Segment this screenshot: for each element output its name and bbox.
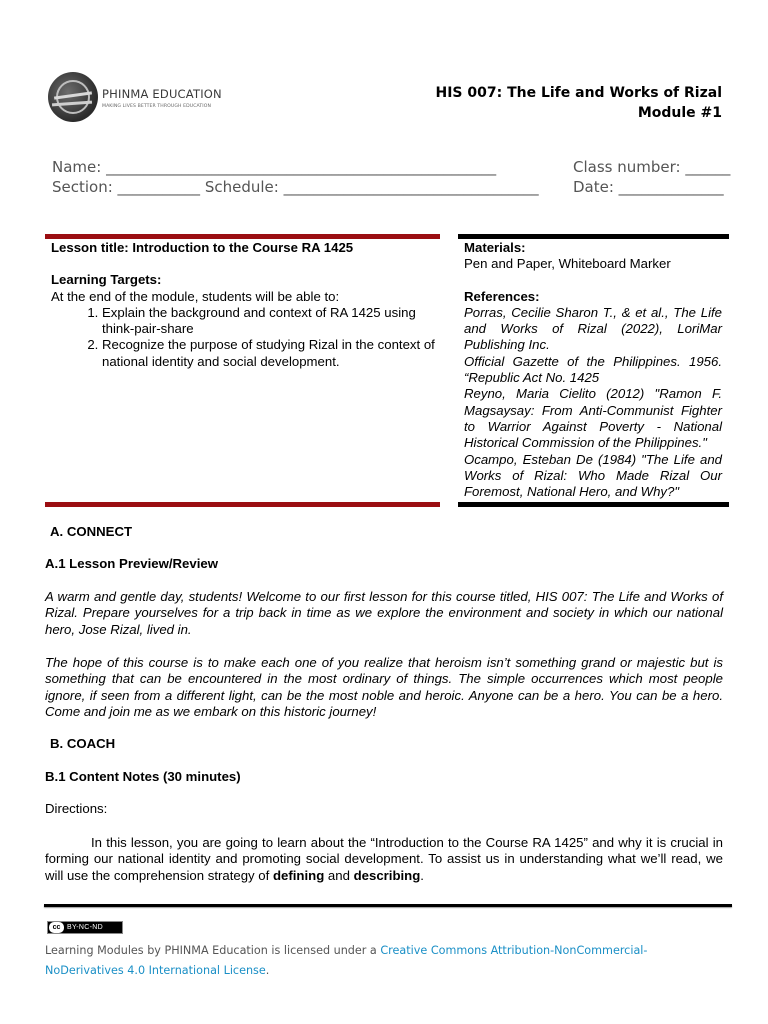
list-item: 2. Recognize the purpose of studying Rizal in the context of national identity and social development.	[102, 337, 436, 370]
footer-rule	[44, 904, 732, 907]
creative-commons-icon: cc	[49, 922, 64, 933]
coach-paragraph: In this lesson, you are going to learn about the “Introduction to the Course RA 1425” and why it is crucial in forming our national identity and promoting social development. To assist us in understanding what we’ll read, we will use the comprehension strategy of defining and describing.	[45, 835, 723, 883]
connect-heading: A. CONNECT	[50, 524, 133, 539]
date-field[interactable]: Date: ______________	[573, 178, 724, 196]
lesson-preview-heading: A.1 Lesson Preview/Review	[45, 556, 218, 571]
section-schedule-field[interactable]: Section: ___________ Schedule: __________________________________	[52, 178, 539, 196]
materials-bottom-rule	[458, 502, 729, 507]
materials-text: Pen and Paper, Whiteboard Marker	[464, 256, 671, 272]
logo-tagline: MAKING LIVES BETTER THROUGH EDUCATION	[102, 104, 212, 109]
license-link[interactable]: Creative Commons Attribution-NonCommercial-NoDerivatives 4.0 International License	[45, 944, 648, 977]
lesson-bottom-rule	[45, 502, 440, 507]
connect-paragraph-1: A warm and gentle day, students! Welcome to our first lesson for this course titled, HIS 007: The Life and Works of Rizal. Prepare yourselves for a trip back in time as we explore the environment and society in which our national hero, Jose Rizal, lived in.	[45, 589, 723, 637]
name-field[interactable]: Name: ____________________________________________________	[52, 158, 497, 176]
cc-license-badge[interactable]	[47, 921, 123, 934]
list-item: 1. Explain the background and context of RA 1425 using think-pair-share	[102, 305, 436, 338]
targets-intro: At the end of the module, students will be able to:	[51, 288, 340, 304]
materials-heading: Materials:	[464, 240, 526, 255]
coach-heading: B. COACH	[50, 736, 116, 751]
materials-top-rule	[458, 234, 729, 239]
course-title: HIS 007: The Life and Works of Rizal	[435, 85, 722, 101]
references-heading: References:	[464, 288, 540, 304]
logo-name: PHINMA EDUCATION	[102, 87, 222, 101]
reference-item: Porras, Cecilie Sharon T., & et al., The Life and Works of Rizal (2022), LoriMar Publishing Inc.	[464, 304, 722, 353]
reference-item: Reyno, Maria Cielito (2012) "Ramon F. Magsaysay: From Anti-Communist Fighter to Warrior Against Poverty - National Historical Commission of the Philippines."	[464, 386, 722, 451]
lesson-box	[51, 240, 436, 370]
lesson-title: Lesson title: Introduction to the Course RA 1425	[51, 240, 354, 255]
class-number-field[interactable]: Class number: ______	[573, 158, 731, 176]
reference-item: Official Gazette of the Philippines. 1956. “Republic Act No. 1425	[464, 353, 722, 386]
targets-heading: Learning Targets:	[51, 272, 162, 288]
directions-label: Directions:	[45, 801, 108, 816]
module-number: Module #1	[637, 105, 722, 121]
describing-term: describing	[353, 867, 421, 883]
license-statement: Learning Modules by PHINMA Education is licensed under a Creative Commons Attribution-NonCommercial-NoDerivatives 4.0 International License.	[45, 944, 648, 977]
targets-list	[51, 305, 436, 370]
lesson-top-rule	[45, 234, 440, 239]
phinma-globe-icon	[48, 72, 98, 122]
phinma-logo	[48, 72, 222, 130]
connect-paragraph-2: The hope of this course is to make each one of you realize that heroism isn’t something grand or majestic but is something that can be encountered in the most ordinary of things. The simple occurrences which most people ignore, if seen from a different light, can be the most noble and heroic. Anyone can be a hero. You can be a hero. Come and join me as we embark on this historic journey!	[45, 655, 723, 720]
materials-box	[464, 240, 722, 500]
defining-term: defining	[272, 867, 325, 883]
reference-item: Ocampo, Esteban De (1984) "The Life and Works of Rizal: Who Made Rizal Our Foremost, National Hero, and Why?"	[464, 451, 722, 500]
content-notes-heading: B.1 Content Notes (30 minutes)	[45, 769, 241, 784]
cc-license-label: BY-NC-ND	[67, 924, 103, 931]
